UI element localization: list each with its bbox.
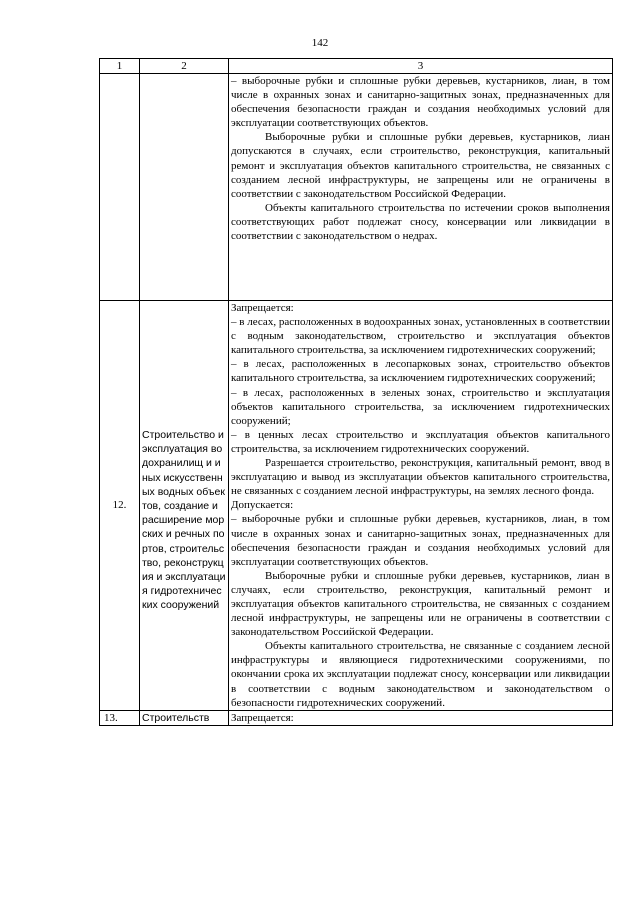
requirement-paragraph: Допускается: bbox=[231, 499, 294, 512]
header-col-3: 3 bbox=[229, 59, 613, 74]
header-col-1: 1 bbox=[100, 59, 140, 74]
page-number: 142 bbox=[311, 37, 329, 49]
header-col-2: 2 bbox=[140, 59, 229, 74]
requirement-paragraph: Разрешается строительство, реконструкция, капитальный ремонт, ввод в эксплуатацию и вывод из эксплуатации объектов капитального строительства, не связанных с созданием лесной инфраструктуры, на землях лесного фонда. bbox=[231, 457, 610, 498]
requirement-paragraph: Выборочные рубки и сплошные рубки деревьев, кустарников, лиан в случаях, если строительство, реконструкция, капитальный ремонт и эксплуатация объектов капитального строительства, не связанных с созданием лесной инфраструктуры, не запрещены или не ограничены в соответствии с законодательством Российской Федерации. bbox=[231, 569, 610, 639]
requirement-paragraph: Запрещается: bbox=[231, 302, 294, 314]
requirement-paragraph: – выборочные рубки и сплошные рубки деревьев, кустарников, лиан, в том числе в охранных зонах и санитарно-защитных зонах, предназначенных для обеспечения безопасности граждан и создания необходимых условий для эксплуатации соответствующих объектов. bbox=[231, 513, 610, 568]
requirement-paragraph: Объекты капитального строительства по истечении сроков выполнения соответствующих работ подлежат сносу, консервации или ликвидации в соответствии с законодательством о недрах. bbox=[231, 201, 610, 243]
requirement-paragraph: – в ценных лесах строительство и эксплуатация объектов капитального строительства, за исключением гидротехнических сооружений. bbox=[231, 428, 610, 455]
requirement-paragraph: Объекты капитального строительства, не связанные с созданием лесной инфраструктуры и являющиеся гидротехническими сооружениями, по окончании срока их эксплуатации подлежат сносу, консервации или ликвидации в соответствии с водным законодательством и законодательством о безопасности гидротехнических сооружений. bbox=[231, 640, 610, 709]
row-activity bbox=[140, 301, 229, 711]
requirement-paragraph: – в лесах, расположенных в водоохранных зонах, установленных в соответствии с водным законодательством, строительство и эксплуатация объектов капитального строительства, за исключением гидротехнических сооружений; bbox=[231, 316, 610, 357]
table-row-continued bbox=[100, 74, 613, 301]
requirement-paragraph: – в лесах, расположенных в зеленых зонах, строительство и эксплуатация объектов капитального строительства, за исключением гидротехнических сооружений; bbox=[231, 386, 610, 427]
row-requirements bbox=[229, 710, 613, 725]
requirement-paragraph: Запрещается: bbox=[231, 711, 294, 724]
row-activity-text: Строительство и эксплуатация водохранилищ и иных искусственных водных объектов, создание и расширение морских и речных портов, строительство, реконструкция и эксплуатация гидротехнических сооружений bbox=[142, 429, 226, 612]
requirement-paragraph: Выборочные рубки и сплошные рубки деревьев, кустарников, лиан допускаются в случаях, если строительство, реконструкция, капитальный ремонт и эксплуатация объектов капитального строительства, не связанных с созданием лесной инфраструктуры, не запрещены или не ограничены в соответствии с законодательством Российской Федерации. bbox=[231, 131, 610, 200]
row-activity: Строительств bbox=[140, 710, 229, 725]
row-requirements bbox=[229, 301, 613, 711]
requirement-paragraph: – в лесах, расположенных в лесопарковых зонах, строительство объектов капитального строительства, за исключением гидротехнических сооружений; bbox=[231, 358, 610, 385]
row-number: 12. bbox=[100, 301, 140, 711]
table-row-13 bbox=[100, 710, 613, 725]
table-header-row bbox=[100, 59, 613, 74]
row-number: 13. bbox=[100, 710, 140, 725]
regulations-table bbox=[99, 58, 613, 726]
row-number bbox=[100, 74, 140, 301]
table-row-12 bbox=[100, 301, 613, 711]
row-activity bbox=[140, 74, 229, 301]
requirement-paragraph: – выборочные рубки и сплошные рубки деревьев, кустарников, лиан, в том числе в охранных зонах и санитарно-защитных зонах, предназначенных для обеспечения безопасности граждан и создания необходимых условий для эксплуатации соответствующих объектов. bbox=[231, 75, 610, 130]
row-requirements bbox=[229, 74, 613, 301]
